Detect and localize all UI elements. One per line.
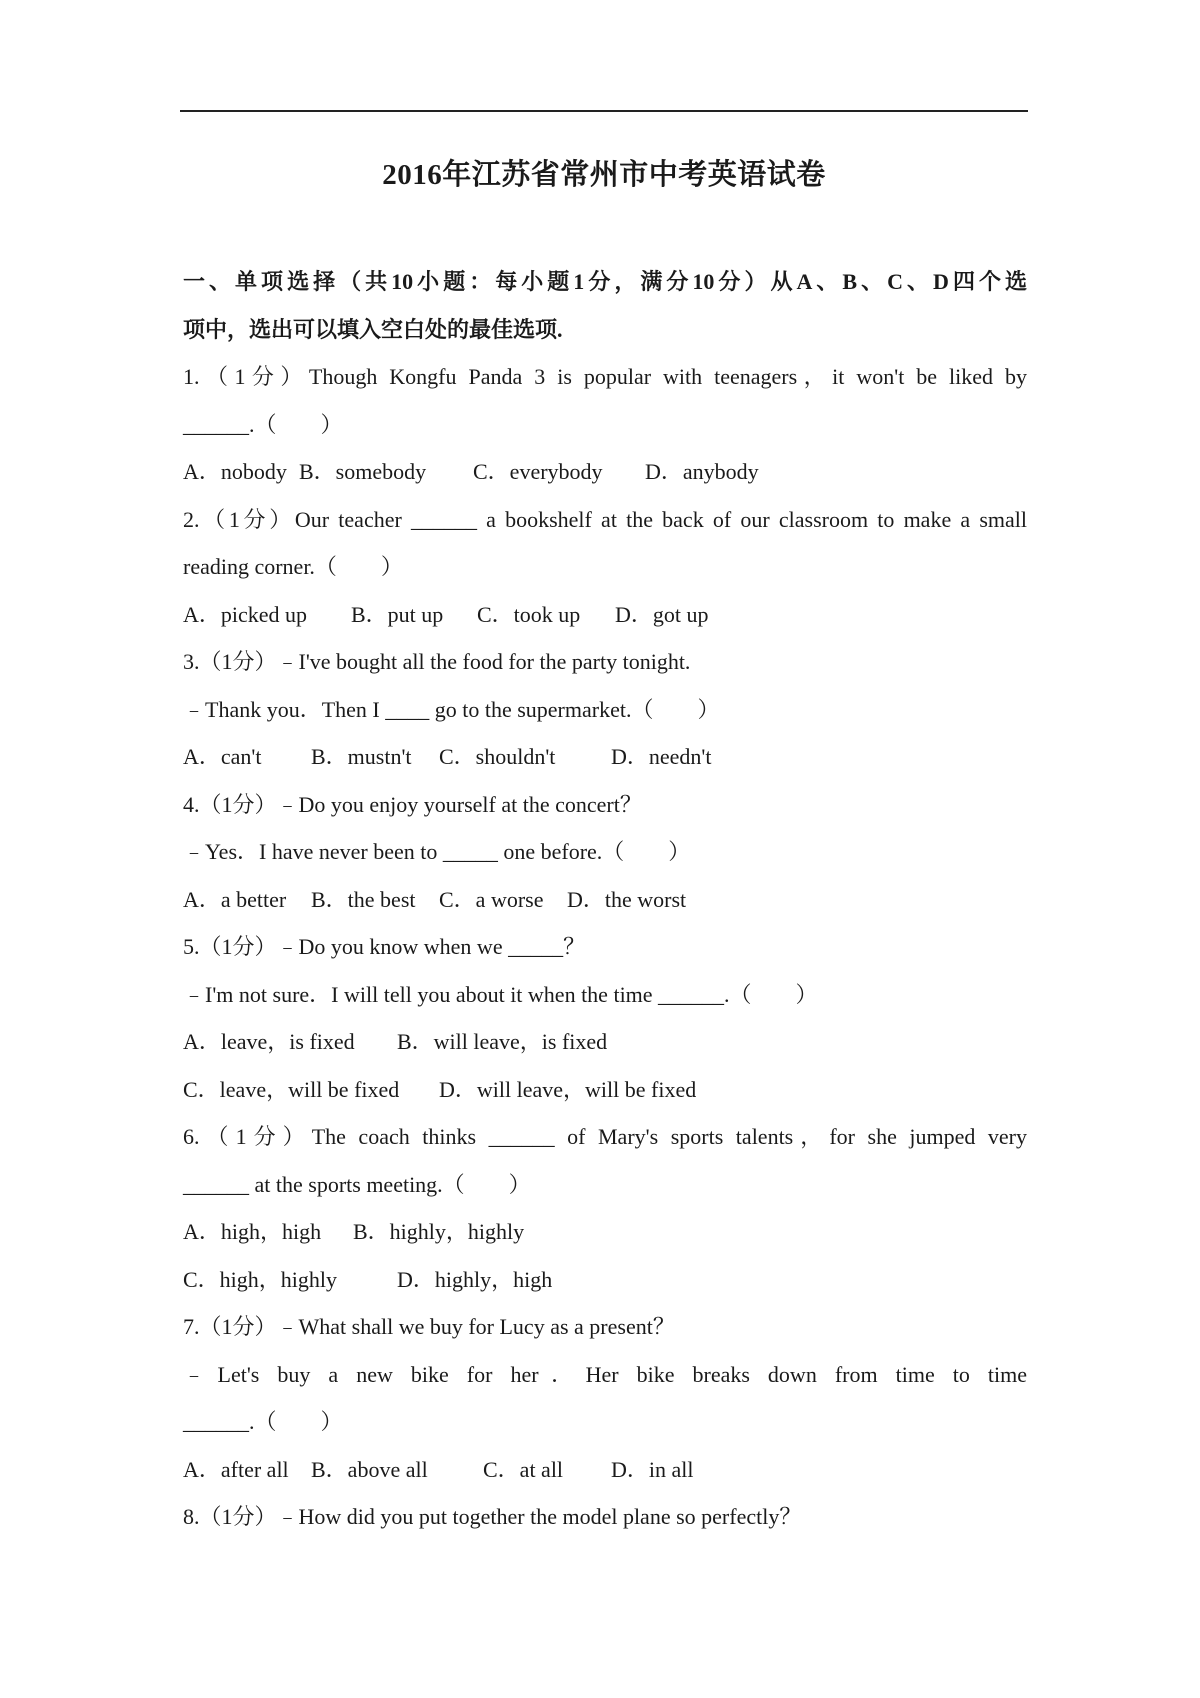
option-a: A．after all [183, 1456, 289, 1482]
option-d: D．needn't [611, 744, 712, 769]
question-5 [183, 923, 1027, 1113]
option-b: B．mustn't [311, 744, 412, 769]
option-d: D．got up [615, 601, 709, 627]
option-b: B．the best [311, 886, 416, 912]
option-c: C．took up [477, 601, 581, 627]
option-a: A．nobody [183, 459, 287, 484]
option-row [183, 1208, 1027, 1256]
option-b: B．highly，highly [353, 1219, 525, 1244]
question-text: 1.（1分）Though Kongfu Panda 3 is popular with teenagers，it won't be liked by [183, 364, 1027, 389]
question-8 [183, 1493, 1027, 1541]
option-c: C．at all [483, 1456, 564, 1482]
question-7 [183, 1303, 1027, 1493]
question-text: ______.（ ） [183, 1409, 343, 1434]
option-row [183, 1256, 1027, 1304]
question-3 [183, 638, 1027, 781]
exam-content [183, 258, 1027, 1541]
option-a: A．can't [183, 744, 262, 769]
question-text: 7.（1分）﹣What shall we buy for Lucy as a present？ [183, 1314, 675, 1339]
section-heading-line: 一、单项选择（共10小题：每小题1分，满分10分）从A、B、C、D四个选 [183, 269, 1027, 294]
question-text: 6.（1分）The coach thinks ______ of Mary's sports talents，for she jumped very [183, 1124, 1027, 1149]
option-b: B．somebody [299, 459, 427, 484]
page-title: 2016年江苏省常州市中考英语试卷 [382, 159, 826, 191]
option-row [183, 733, 1027, 781]
question-1 [183, 353, 1027, 496]
option-a: A．leave，is fixed [183, 1029, 355, 1054]
question-text: ﹣Let's buy a new bike for her．Her bike breaks down from time to time [183, 1361, 1027, 1387]
header-rule [180, 110, 1028, 112]
question-2 [183, 496, 1027, 639]
question-4 [183, 781, 1027, 924]
option-row [183, 1066, 1027, 1114]
question-6 [183, 1113, 1027, 1303]
question-text: 8.（1分）﹣How did you put together the model plane so perfectly？ [183, 1504, 802, 1529]
question-text: ﹣I'm not sure．I will tell you about it when the time ______.（ ） [183, 981, 818, 1007]
option-d: D．highly，high [397, 1266, 553, 1292]
option-b: B．will leave，is fixed [397, 1029, 608, 1054]
option-d: D．the worst [567, 886, 687, 912]
question-text: 4.（1分）﹣Do you enjoy yourself at the concert？ [183, 791, 642, 817]
option-c: C．leave，will be fixed [183, 1076, 400, 1102]
option-d: D．anybody [645, 459, 759, 484]
option-b: B．put up [351, 601, 444, 627]
option-c: C．a worse [439, 886, 544, 912]
option-d: D．will leave，will be fixed [439, 1076, 697, 1102]
option-c: C．shouldn't [439, 744, 556, 769]
option-row [183, 448, 1027, 496]
option-a: A．a better [183, 886, 287, 912]
question-text: reading corner.（ ） [183, 554, 403, 579]
option-a: A．picked up [183, 601, 308, 627]
question-text: 2.（1分）Our teacher ______ a bookshelf at the back of our classroom to make a small [183, 506, 1027, 532]
question-text: ﹣Yes．I have never been to _____ one before.（ ） [183, 839, 691, 864]
option-c: C．high，highly [183, 1266, 338, 1292]
option-d: D．in all [611, 1456, 694, 1482]
option-row [183, 876, 1027, 924]
option-row [183, 591, 1027, 639]
option-b: B．above all [311, 1456, 428, 1482]
question-text: ﹣Thank you．Then I ____ go to the supermarket.（ ） [183, 696, 720, 722]
question-text: ______ at the sports meeting.（ ） [183, 1171, 531, 1197]
option-c: C．everybody [473, 459, 603, 484]
section-heading-line: 项中，选出可以填入空白处的最佳选项. [183, 316, 563, 342]
option-a: A．high，high [183, 1219, 322, 1244]
option-row [183, 1018, 1027, 1066]
question-text: 3.（1分）﹣I've bought all the food for the party tonight. [183, 649, 691, 674]
question-text: ______.（ ） [183, 411, 343, 437]
option-row [183, 1446, 1027, 1494]
question-text: 5.（1分）﹣Do you know when we _____？ [183, 934, 586, 959]
